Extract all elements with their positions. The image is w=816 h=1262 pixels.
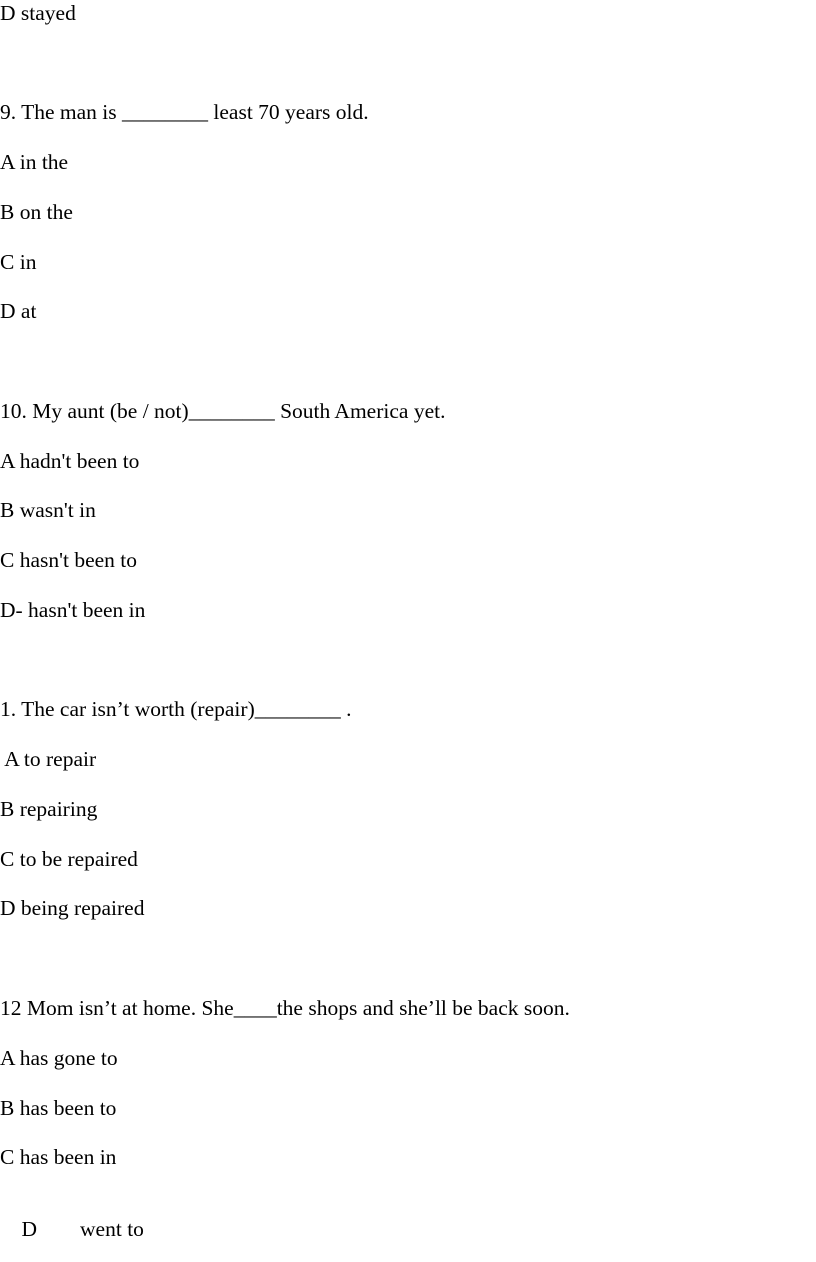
option-line: B repairing xyxy=(0,797,98,821)
option-line: D stayed xyxy=(0,1,76,25)
option-line: D- hasn't been in xyxy=(0,598,146,622)
question-line: 9. The man is ________ least 70 years old. xyxy=(0,100,369,124)
option-line: A has gone to xyxy=(0,1046,118,1070)
option-line: B on the xyxy=(0,200,73,224)
option-line: B wasn't in xyxy=(0,498,96,522)
option-text: went to xyxy=(80,1216,144,1241)
option-line: D at xyxy=(0,299,37,323)
option-line: D being repaired xyxy=(0,896,145,920)
question-line: 12 Mom isn’t at home. She____the shops and she’ll be back soon. xyxy=(0,996,570,1020)
option-line: C has been in xyxy=(0,1145,117,1169)
question-line: 1. The car isn’t worth (repair)________ . xyxy=(0,697,352,721)
option-line: A hadn't been to xyxy=(0,449,140,473)
option-line: C to be repaired xyxy=(0,847,138,871)
option-line xyxy=(0,1197,144,1262)
question-line: 10. My aunt (be / not)________ South America yet. xyxy=(0,399,446,423)
option-letter: D xyxy=(21,1216,38,1241)
option-line: A in the xyxy=(0,150,69,174)
option-line: B has been to xyxy=(0,1096,117,1120)
option-line: C hasn't been to xyxy=(0,548,138,572)
option-line: A to repair xyxy=(0,747,97,771)
option-line: C in xyxy=(0,250,37,274)
